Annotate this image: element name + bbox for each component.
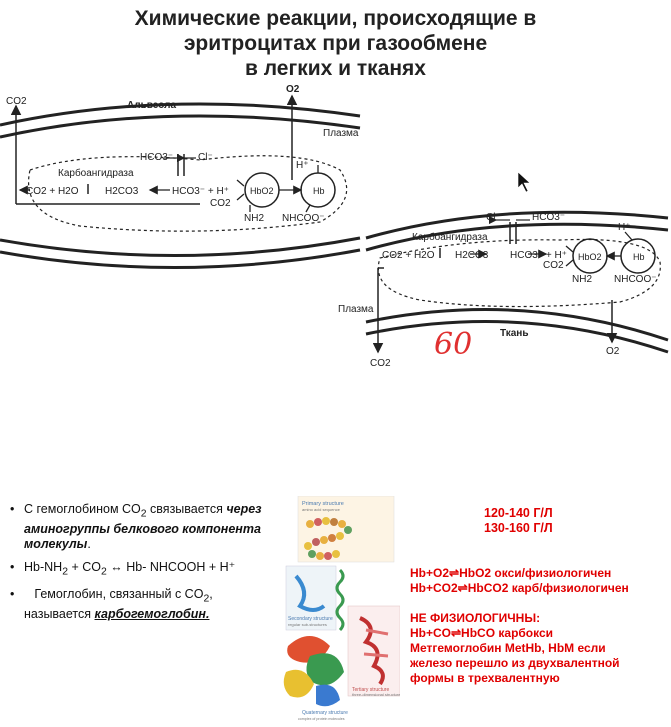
primary-structure-label: Primary structure <box>302 501 344 507</box>
title-line-3: в легких и тканях <box>244 57 426 80</box>
hco3-label-tissue: HCO3⁻ <box>532 212 566 223</box>
co2-label-tissue: CO2 <box>370 358 391 369</box>
co2-label-lung: CO2 <box>6 96 27 107</box>
svg-text:amino acid sequence: amino acid sequence <box>302 507 340 512</box>
mouse-cursor-icon <box>518 172 530 192</box>
carbonic-anhydrase-tissue: Карбоангидраза <box>412 232 488 243</box>
capillary-wall-outer <box>0 238 360 256</box>
iron-valence-note-2: формы в трехвалентную <box>410 671 560 685</box>
h-plus-label-lung: H⁺ <box>296 160 309 171</box>
title-line-2: эритроцитах при газообмене <box>183 32 488 55</box>
hco3-label-lung: HCO3⁻ <box>140 152 174 163</box>
carbhemoglobin-note: Hb+CO2⇌HbCO2 карб/физиологичен <box>410 581 629 595</box>
bullet-3: • Гемоглобин, связанный с $CO_2$, называется карбогемоглобин. <box>10 587 268 622</box>
carboxyhemoglobin-note: Hb+CO⇌HbCO карбокси <box>410 626 554 640</box>
cl-label-tissue: Cl⁻ <box>486 212 501 223</box>
tissue-label: Ткань <box>500 328 529 339</box>
reaction-mid-lung: H2CO3 <box>105 186 139 197</box>
svg-text:regular sub-structures: regular sub-structures <box>288 622 327 627</box>
nhcoo-label-tissue: NHCOO⁻ <box>614 274 657 285</box>
non-physiological-heading: НЕ ФИЗИОЛОГИЧНЫ: <box>410 611 541 625</box>
oxyhemoglobin-note: Hb+O2⇌HbO2 окси/физиологичен <box>410 566 612 580</box>
reaction-right-tissue: HCO3⁻ + H⁺ <box>510 250 567 261</box>
bullet-1: • С гемоглобином $CO_2$ связывается через аминогруппы белкового компонента молекулы. <box>10 502 268 552</box>
reaction-left-lung: CO2 + H2O <box>26 186 79 197</box>
norm-female: 120-140 Г/Л <box>484 506 553 520</box>
alpha-helix <box>337 570 343 630</box>
svg-text:complex of protein molecules: complex of protein molecules <box>298 717 345 721</box>
hbo2-label-lung: HbO2 <box>250 186 274 196</box>
nhcoo-label-lung: NHCOO⁻ <box>282 213 325 224</box>
lung-diagram <box>0 96 360 268</box>
co2-small-tissue: CO2 <box>543 260 564 271</box>
alveola-label: Альвеола <box>127 100 177 111</box>
hb-label-tissue: Hb <box>633 252 645 262</box>
reaction-mid-tissue: H2CO3 <box>455 250 489 261</box>
bullet-2: • $Hb-NH_2 + CO_2$ ↔ Hb- NHCOOH + H⁺ <box>10 560 268 580</box>
carbonic-anhydrase-lung: Карбоангидраза <box>58 168 134 179</box>
protein-structure-image <box>280 496 400 722</box>
reaction-left-tissue: CO2 + H2O <box>382 250 435 261</box>
quaternary-structure-art <box>284 636 344 706</box>
plasma-label-tissue: Плазма <box>338 304 374 315</box>
cl-label-lung: Cl⁻ <box>198 152 213 163</box>
co2-small-lung: CO2 <box>210 198 231 209</box>
bullet-list <box>10 502 268 630</box>
hbo2-label-tissue: HbO2 <box>578 252 602 262</box>
nh2-label-tissue: NH2 <box>572 274 593 285</box>
hb-label-lung: Hb <box>313 186 325 196</box>
hemoglobin-norms <box>484 506 553 536</box>
norm-male: 130-160 Г/Л <box>484 521 553 535</box>
capillary-wall-inner <box>0 250 360 268</box>
tertiary-structure-label: Tertiary structure <box>352 687 390 693</box>
alveolar-membrane-inner <box>0 116 360 137</box>
o2-label-lung: O2 <box>286 84 300 95</box>
handwritten-note: 60 <box>434 327 473 362</box>
o2-label-tissue: O2 <box>606 346 620 357</box>
methemoglobin-note: Метгемоглобин MetHb, HbM если <box>410 641 606 655</box>
reaction-right-lung: HCO3⁻ + H⁺ <box>172 186 229 197</box>
svg-text:three-dimensional structure: three-dimensional structure <box>352 692 400 697</box>
h-plus-label-tissue: H⁺ <box>618 222 631 233</box>
iron-valence-note-1: железо перешло из двухвалентной <box>410 656 620 670</box>
plasma-label-lung: Плазма <box>323 128 359 139</box>
quaternary-structure-label: Quaternary structure <box>302 710 348 716</box>
secondary-structure-label: Secondary structure <box>288 616 333 622</box>
nh2-label-lung: NH2 <box>244 213 265 224</box>
title-line-1: Химические реакции, происходящие в <box>134 7 537 30</box>
